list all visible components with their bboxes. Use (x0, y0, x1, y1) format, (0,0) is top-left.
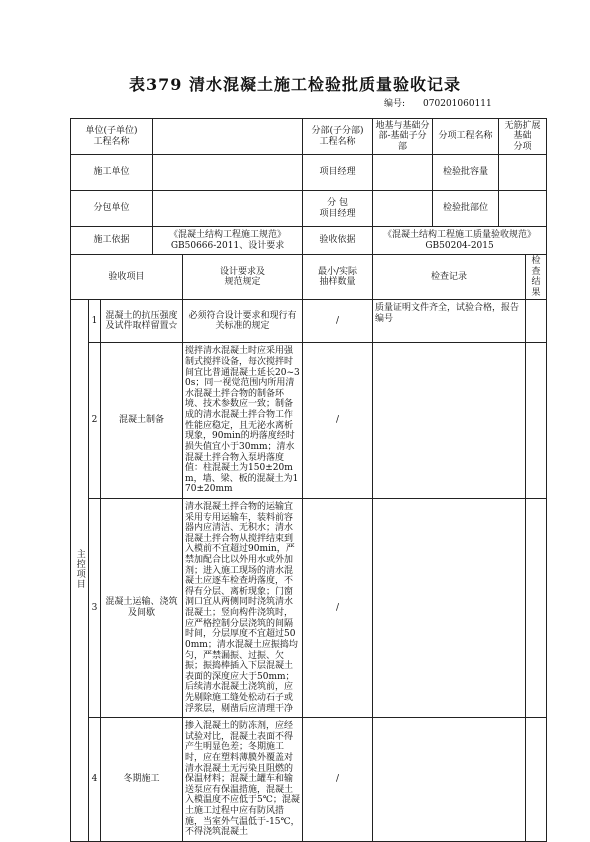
row-item-name: 冬期施工 (101, 718, 183, 842)
row-record: 质量证明文件齐全，试验合格，报告编号 (373, 300, 526, 343)
header-row-basis (71, 227, 547, 255)
row-result (526, 498, 547, 717)
code-value: 070201060111 (423, 99, 492, 109)
group-label-cell (71, 300, 89, 841)
batch-part-value (499, 191, 547, 227)
project-manager-value (373, 155, 433, 191)
acceptance-basis-value: 《混凝土结构工程施工质量验收规范》 GB50204-2015 (373, 227, 547, 255)
unit-label: 单位(子单位) 工程名称 (71, 119, 153, 155)
subcontract-unit-value (153, 191, 303, 227)
column-header-row (71, 255, 547, 300)
subcontract-unit-label: 分包单位 (71, 191, 153, 227)
group-label: 主控项目 (74, 548, 85, 589)
row-record (373, 498, 526, 717)
subcontract-manager-label: 分 包 项目经理 (303, 191, 373, 227)
row-result (526, 718, 547, 842)
table-row (71, 300, 547, 343)
row-sample: / (303, 498, 373, 717)
acceptance-record-table (70, 118, 547, 842)
division-value: 地基与基础分 部-基础子分部 (373, 119, 433, 155)
subitem-label: 分项工程名称 (433, 119, 499, 155)
table-row (71, 343, 547, 499)
basis-value: 《混凝土结构工程施工规范》 GB50666-2011、设计要求 (153, 227, 303, 255)
row-sample: / (303, 718, 373, 842)
row-number: 3 (89, 498, 101, 717)
batch-part-label: 检验批部位 (433, 191, 499, 227)
header-row-unit (71, 119, 547, 155)
acceptance-basis-label: 验收依据 (303, 227, 373, 255)
table-row (71, 718, 547, 842)
row-number: 2 (89, 343, 101, 499)
project-manager-label: 项目经理 (303, 155, 373, 191)
row-item-name: 混凝土运输、浇筑及间歇 (101, 498, 183, 717)
row-record (373, 343, 526, 499)
division-label: 分部(子分部) 工程名称 (303, 119, 373, 155)
row-requirement: 清水混凝土拌合物的运输宜采用专用运输车，装料前容器内应清洁、无积水；清水混凝土拌合物从搅拌结束到入模前不宜超过90min，严禁加配合比以外用水或外加剂；进入施工现场的清水混凝土应逐车检查坍落度，不得有分层、离析现象；门窗洞口宜从两侧同时浇筑清水混凝土；竖向构件浇筑时，应严格控制分层浇筑的间隔时间，分层厚度不宜超过500mm；清水混凝土应振捣均匀，严禁漏振、过振、欠振；振捣棒插入下层混凝土表面的深度应大于50mm；后续清水混凝土浇筑前，应先剔除施工缝处松动石子或浮浆层，剔凿后应清理干净 (183, 498, 303, 717)
col-result: 检查 结果 (526, 255, 547, 300)
row-item-name: 混凝土的抗压强度及试件取样留置☆ (101, 300, 183, 343)
batch-capacity-value (499, 155, 547, 191)
construction-unit-label: 施工单位 (71, 155, 153, 191)
row-item-name: 混凝土制备 (101, 343, 183, 499)
row-sample: / (303, 343, 373, 499)
row-number: 1 (89, 300, 101, 343)
row-requirement: 必须符合设计要求和现行有关标准的规定 (183, 300, 303, 343)
header-row-subcontract (71, 191, 547, 227)
col-sample: 最小/实际 抽样数量 (303, 255, 373, 300)
col-requirement: 设计要求及 规范规定 (183, 255, 303, 300)
row-requirement: 搅拌清水混凝土时应采用强制式搅拌设备，每次搅拌时间宜比普通混凝土延长20~30s；同一视觉范围内所用清水混凝土拌合物的制备环境、技术参数应一致；制备成的清水混凝土拌合物工作性能应稳定，且无泌水离析现象，90min的坍落度经时损失值宜小于30mm；清水混凝土拌合物入泵坍落度值：柱混凝土为150±20mm，墙、梁、板的混凝土为170±20mm (183, 343, 303, 499)
code-label: 编号: (384, 99, 406, 109)
header-row-construction (71, 155, 547, 191)
record-code (384, 96, 492, 109)
table-row (71, 498, 547, 717)
row-record (373, 718, 526, 842)
row-sample: / (303, 300, 373, 343)
col-item: 验收项目 (71, 255, 183, 300)
basis-label: 施工依据 (71, 227, 153, 255)
row-result (526, 300, 547, 343)
row-result (526, 343, 547, 499)
unit-value (153, 119, 303, 155)
row-number: 4 (89, 718, 101, 842)
col-record: 检查记录 (373, 255, 526, 300)
batch-capacity-label: 检验批容量 (433, 155, 499, 191)
row-requirement: 掺入混凝土的防冻剂，应经试验对比，混凝土表面不得产生明显色差；冬期施工时，应在塑料薄膜外覆盖对清水混凝土无污染且阻燃的保温材料；混凝土罐车和输送泵应有保温措施，混凝土入模温度不应低于5℃；混凝土施工过程中应有防风措施，当室外气温低于-15℃，不得浇筑混凝土 (183, 718, 303, 842)
page-title: 表379 清水混凝土施工检验批质量验收记录 (129, 75, 461, 94)
subitem-value: 无筋扩展基础 分项 (499, 119, 547, 155)
construction-unit-value (153, 155, 303, 191)
subcontract-manager-value (373, 191, 433, 227)
